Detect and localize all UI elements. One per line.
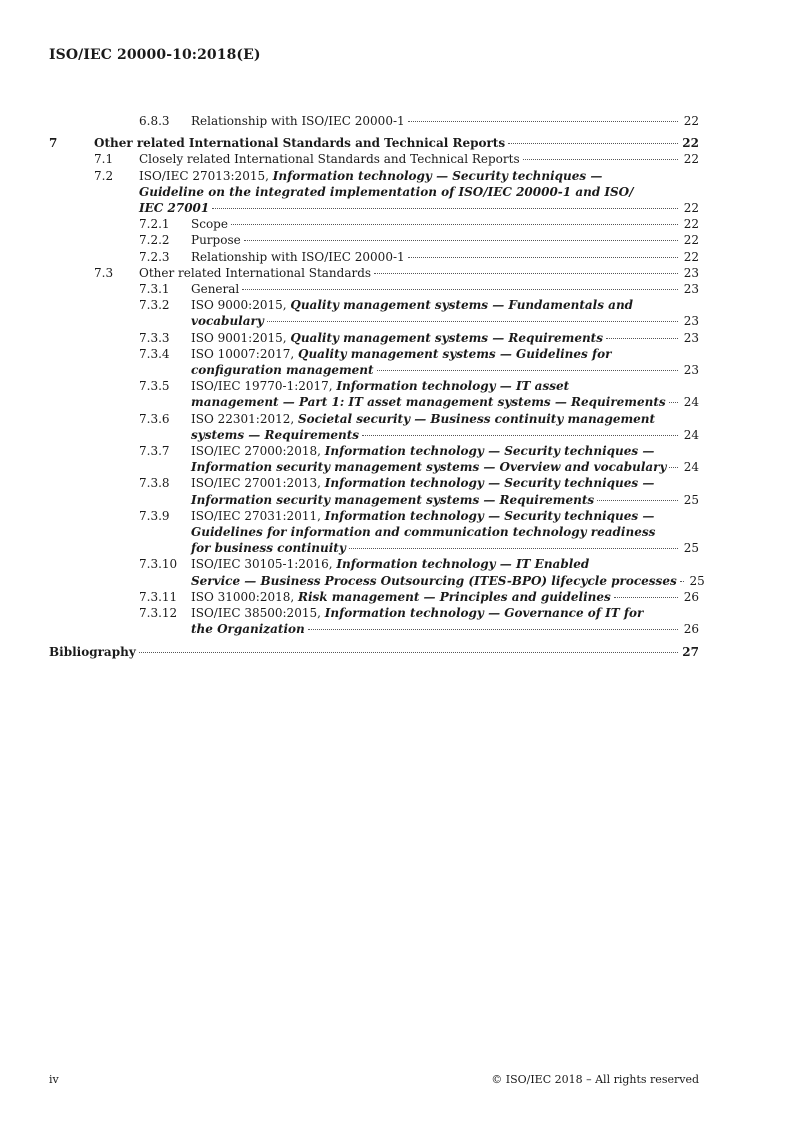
dot-leader [242,289,678,290]
toc-entry[interactable] [49,151,699,167]
toc-entry-number: 7.2.3 [139,249,170,264]
toc-page-number: 24 [683,427,699,442]
toc-entry-number: 7.3.5 [139,379,170,394]
toc-entry[interactable] [49,265,699,281]
toc-entry-title: Information technology — Security techniques — [324,444,655,459]
toc-page-number: 24 [683,395,699,410]
toc-entry-title: systems — Requirements [191,427,360,442]
toc-entry-title: for business continuity [191,541,346,556]
dot-leader [523,159,678,160]
dot-leader [408,257,678,258]
toc-entry-number: 7.3.12 [139,606,178,621]
toc-entry-title: Societal security — Business continuity management [298,411,656,426]
page-footer [49,1073,699,1086]
toc-entry-number: 7.3.6 [139,411,170,426]
toc-entry[interactable] [49,135,699,151]
toc-entry[interactable] [49,644,699,660]
toc-entry-number: 7.1 [94,152,114,167]
dot-leader [606,338,678,339]
toc-entry[interactable] [49,508,699,557]
toc-entry[interactable] [49,232,699,248]
toc-entry-title: vocabulary [191,314,264,329]
toc-entry-title: Other related International Standards and Technical Reports [94,136,506,151]
toc-entry-title: ISO 31000:2018, [191,589,298,604]
toc-entry[interactable] [49,589,699,605]
dot-leader [267,321,678,322]
toc-entry[interactable] [49,249,699,265]
dot-leader [408,121,678,122]
toc-entry[interactable] [49,411,699,443]
toc-page-number: 25 [683,541,699,556]
toc-entry-title: Information technology — Security techniques — [324,508,655,523]
toc-entry[interactable] [49,443,699,475]
toc-page-number: 23 [683,282,699,297]
dot-leader [614,597,678,598]
document-identifier: ISO/IEC 20000-10:2018(E) [49,47,261,63]
toc-entry[interactable] [49,556,705,588]
toc-page-number: 26 [683,622,699,637]
toc-entry-title: General [191,282,240,297]
toc-entry[interactable] [49,297,699,329]
toc-entry-title: Risk management — Principles and guidelines [298,589,611,604]
toc-entry-title: configuration management [191,363,374,378]
toc-entry-title: IEC 27001 [139,201,210,216]
toc-entry-title: Quality management systems — Guidelines for [298,346,612,361]
toc-page-number: 23 [683,265,699,280]
toc-entry-number: 6.8.3 [139,114,170,128]
dot-leader [349,548,678,549]
toc-entry-title: Guidelines for information and communication technology readiness [191,525,656,540]
toc-entry-title: Relationship with ISO/IEC 20000-1 [191,249,405,264]
dot-leader [680,581,684,582]
toc-entry-number: 7.3.9 [139,508,170,523]
dot-leader [377,370,678,371]
toc-entry-title: Information technology — IT Enabled [336,557,590,572]
toc-entry-title: ISO/IEC 27001:2013, [191,476,325,491]
toc-entry-title: Guideline on the integrated implementation of ISO/IEC 20000-1 and ISO/ [139,184,634,199]
toc-page-number: 22 [683,201,699,216]
toc-entry[interactable] [49,281,699,297]
dot-leader [362,435,678,436]
toc-page-number: 22 [683,114,699,128]
toc-entry[interactable] [49,378,699,410]
footer-copyright: © ISO/IEC 2018 – All rights reserved [491,1073,699,1086]
toc-page-number: 22 [683,249,699,264]
toc-entry[interactable] [49,113,699,129]
toc-entry-number: 7.3.3 [139,330,170,345]
toc-entry-title: Other related International Standards [139,265,372,280]
toc-entry-title: Information technology — Security techniques — [272,168,603,183]
dot-leader [244,240,678,241]
toc-page-number: 22 [683,152,699,167]
dot-leader [308,629,678,630]
toc-entry-title: ISO 9000:2015, [191,298,291,313]
toc-entry-title: Information technology — Governance of IT for [324,606,644,621]
toc-page-number: 25 [689,573,705,588]
toc-entry[interactable] [49,168,699,217]
toc-page-number: 22 [682,136,699,151]
dot-leader [231,224,678,225]
dot-leader [374,273,678,274]
toc-entry-number: 7.3.11 [139,589,178,604]
toc-page-number: 23 [683,363,699,378]
toc-entry-number: 7.2.1 [139,217,170,232]
dot-leader [597,500,678,501]
toc-entry-number: 7.3.1 [139,282,170,297]
toc-page-number: 22 [683,233,699,248]
toc-entry-title: Information security management systems — Overview and vocabulary [191,460,667,475]
toc-entry[interactable] [49,330,699,346]
toc-entry-title: ISO/IEC 30105-1:2016, [191,557,337,572]
toc-entry-title: Relationship with ISO/IEC 20000-1 [191,114,405,128]
toc-entry-number: 7.3.10 [139,557,178,572]
toc-entry-title: Quality management systems — Requirements [290,330,603,345]
toc-page-number: 26 [683,589,699,604]
toc-entry-number: 7.2 [94,168,114,183]
toc-entry-title: Information technology — Security techniques — [324,476,655,491]
toc-entry-title: Closely related International Standards and Technical Reports [139,152,520,167]
toc-page-number: 25 [683,492,699,507]
dot-leader [669,467,678,468]
toc-entry-number: 7.3 [94,265,114,280]
toc-entry-title: Purpose [191,233,241,248]
toc-entry-title: ISO 10007:2017, [191,346,298,361]
dot-leader [212,208,678,209]
toc-entry-number: 7.3.8 [139,476,170,491]
dot-leader [669,402,678,403]
toc-entry-number: 7.3.4 [139,346,170,361]
toc-entry-title: ISO 22301:2012, [191,411,298,426]
toc-page-number: 22 [683,217,699,232]
footer-page-number: iv [49,1073,59,1086]
toc-entry-title: ISO/IEC 38500:2015, [191,606,325,621]
toc-entry[interactable] [49,346,699,378]
toc-entry[interactable] [49,216,699,232]
toc-entry-title: Bibliography [49,644,136,659]
toc-entry-title: ISO 9001:2015, [191,330,291,345]
toc-page-number: 23 [683,314,699,329]
toc-entry-number: 7.3.7 [139,444,170,459]
toc-entry-title: ISO/IEC 19770-1:2017, [191,379,337,394]
dot-leader [508,143,678,144]
toc-entry[interactable] [49,475,699,507]
table-of-contents [49,113,705,660]
toc-entry-number: 7.3.2 [139,298,170,313]
toc-page-number: 24 [683,460,699,475]
toc-entry-title: Service — Business Process Outsourcing (ITES-BPO) lifecycle processes [191,573,677,588]
toc-page-number: 23 [683,330,699,345]
toc-entry-title: Information technology — IT asset [336,379,570,394]
toc-entry-title: ISO/IEC 27000:2018, [191,444,325,459]
toc-entry[interactable] [49,605,699,637]
toc-entry-number: 7 [49,136,58,151]
toc-page-number: 27 [682,644,699,659]
toc-entry-title: Scope [191,217,228,232]
toc-entry-title: ISO/IEC 27013:2015, [139,168,273,183]
toc-entry-number: 7.2.2 [139,233,170,248]
toc-entry-title: Information security management systems — Requirements [191,492,595,507]
dot-leader [139,652,678,653]
toc-entry-title: ISO/IEC 27031:2011, [191,508,325,523]
toc-entry-title: management — Part 1: IT asset management systems — Requirements [191,395,666,410]
toc-entry-title: the Organization [191,622,305,637]
toc-entry-title: Quality management systems — Fundamentals and [290,298,634,313]
